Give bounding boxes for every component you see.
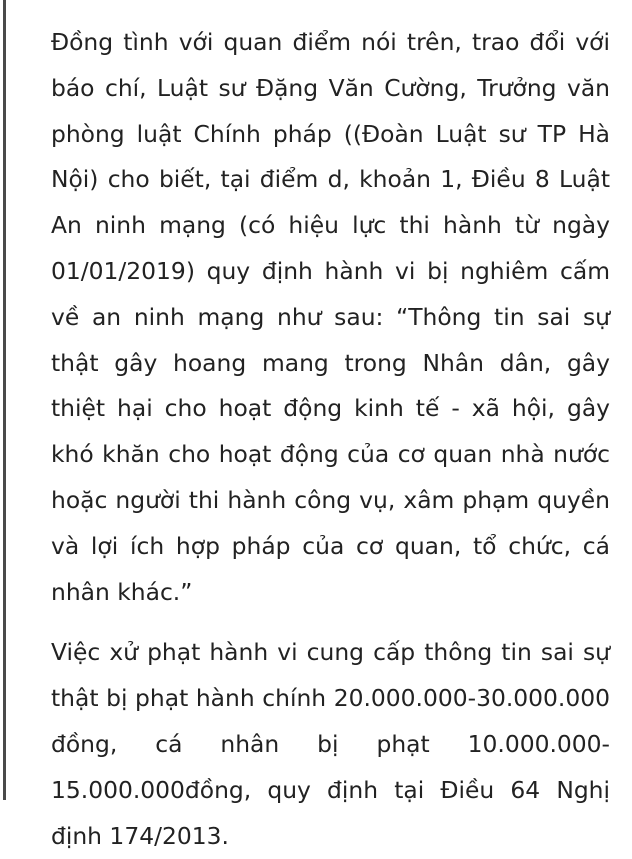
left-border-rule bbox=[3, 0, 6, 800]
article-body bbox=[51, 20, 610, 859]
article-paragraph-2: Việc xử phạt hành vi cung cấp thông tin sai sự thật bị phạt hành chính 20.000.000-30.000.000 đồng, cá nhân bị phạt 10.000.000-15.000.000đồng, quy định tại Điều 64 Nghị định 174/2013. bbox=[51, 638, 610, 850]
article-paragraph-1: Đồng tình với quan điểm nói trên, trao đổi với báo chí, Luật sư Đặng Văn Cường, Trưởng văn phòng luật Chính pháp ((Đoàn Luật sư TP Hà Nội) cho biết, tại điểm d, khoản 1, Điều 8 Luật An ninh mạng (có hiệu lực thi hành từ ngày 01/01/2019) quy định hành vi bị nghiêm cấm về an ninh mạng như sau: “Thông tin sai sự thật gây hoang mang trong Nhân dân, gây thiệt hại cho hoạt động kinh tế - xã hội, gây khó khăn cho hoạt động của cơ quan nhà nước hoặc người thi hành công vụ, xâm phạm quyền và lợi ích hợp pháp của cơ quan, tổ chức, cá nhân khác.” bbox=[51, 28, 610, 606]
